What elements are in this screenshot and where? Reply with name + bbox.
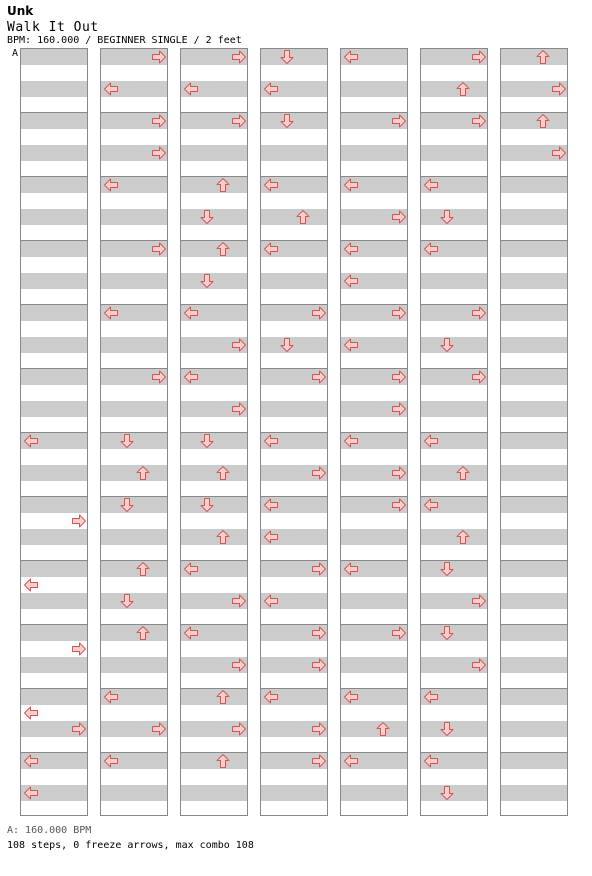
chart-column <box>260 48 328 816</box>
left-arrow-icon <box>23 705 39 721</box>
down-arrow-icon <box>199 433 215 449</box>
right-arrow-icon <box>391 465 407 481</box>
chart-info: BPM: 160.000 / BEGINNER SINGLE / 2 feet <box>7 35 242 46</box>
beat-stripe <box>21 401 87 417</box>
beat-stripe <box>21 113 87 129</box>
beat-stripe <box>21 593 87 609</box>
measure-line <box>21 304 87 305</box>
beat-stripe <box>21 497 87 513</box>
measure-line <box>501 240 567 241</box>
beat-stripe <box>101 401 167 417</box>
beat-stripe <box>21 177 87 193</box>
measure-line <box>501 688 567 689</box>
beat-stripe <box>501 369 567 385</box>
right-arrow-icon <box>551 81 567 97</box>
beat-stripe <box>181 145 247 161</box>
left-arrow-icon <box>103 177 119 193</box>
up-arrow-icon <box>135 625 151 641</box>
beat-stripe <box>501 177 567 193</box>
down-arrow-icon <box>279 337 295 353</box>
beat-stripe <box>181 241 247 257</box>
beat-stripe <box>21 305 87 321</box>
up-arrow-icon <box>455 465 471 481</box>
up-arrow-icon <box>295 209 311 225</box>
right-arrow-icon <box>71 721 87 737</box>
beat-stripe <box>261 273 327 289</box>
measure-line <box>501 752 567 753</box>
beat-stripe <box>21 337 87 353</box>
left-arrow-icon <box>183 561 199 577</box>
beat-stripe <box>501 209 567 225</box>
left-arrow-icon <box>423 433 439 449</box>
right-arrow-icon <box>311 465 327 481</box>
left-arrow-icon <box>263 497 279 513</box>
up-arrow-icon <box>215 465 231 481</box>
bpm-marker-label: A <box>12 48 19 59</box>
right-arrow-icon <box>311 721 327 737</box>
beat-stripe <box>21 81 87 97</box>
measure-line <box>21 560 87 561</box>
right-arrow-icon <box>311 305 327 321</box>
measure-line <box>21 496 87 497</box>
beat-stripe <box>261 785 327 801</box>
beat-stripe <box>101 273 167 289</box>
down-arrow-icon <box>119 593 135 609</box>
right-arrow-icon <box>391 401 407 417</box>
right-arrow-icon <box>471 305 487 321</box>
measure-line <box>181 176 247 177</box>
beat-stripe <box>261 209 327 225</box>
measure-line <box>21 176 87 177</box>
measure-line <box>21 368 87 369</box>
up-arrow-icon <box>215 241 231 257</box>
chart-column <box>20 48 88 816</box>
left-arrow-icon <box>343 753 359 769</box>
chart-column <box>100 48 168 816</box>
beat-stripe <box>261 401 327 417</box>
beat-stripe <box>21 529 87 545</box>
bpm-legend: A: 160.000 BPM <box>7 825 92 836</box>
beat-stripe <box>181 689 247 705</box>
measure-line <box>101 624 167 625</box>
up-arrow-icon <box>455 81 471 97</box>
up-arrow-icon <box>535 113 551 129</box>
right-arrow-icon <box>391 497 407 513</box>
beat-stripe <box>501 273 567 289</box>
beat-stripe <box>181 785 247 801</box>
beat-stripe <box>101 209 167 225</box>
up-arrow-icon <box>135 465 151 481</box>
right-arrow-icon <box>391 305 407 321</box>
beat-stripe <box>501 401 567 417</box>
up-arrow-icon <box>375 721 391 737</box>
beat-stripe <box>421 81 487 97</box>
left-arrow-icon <box>423 177 439 193</box>
up-arrow-icon <box>455 529 471 545</box>
left-arrow-icon <box>23 577 39 593</box>
down-arrow-icon <box>439 209 455 225</box>
up-arrow-icon <box>215 529 231 545</box>
chart-column <box>180 48 248 816</box>
beat-stripe <box>421 145 487 161</box>
right-arrow-icon <box>471 593 487 609</box>
right-arrow-icon <box>231 593 247 609</box>
left-arrow-icon <box>263 593 279 609</box>
left-arrow-icon <box>103 689 119 705</box>
right-arrow-icon <box>311 369 327 385</box>
measure-line <box>501 112 567 113</box>
down-arrow-icon <box>199 273 215 289</box>
beat-stripe <box>501 657 567 673</box>
left-arrow-icon <box>183 305 199 321</box>
beat-stripe <box>101 657 167 673</box>
right-arrow-icon <box>151 49 167 65</box>
beat-stripe <box>21 145 87 161</box>
beat-stripe <box>501 625 567 641</box>
beat-stripe <box>341 785 407 801</box>
beat-stripe <box>101 529 167 545</box>
beat-stripe <box>501 689 567 705</box>
beat-stripe <box>501 241 567 257</box>
beat-stripe <box>501 49 567 65</box>
left-arrow-icon <box>263 433 279 449</box>
artist-name: Unk <box>7 4 34 18</box>
left-arrow-icon <box>343 689 359 705</box>
beat-stripe <box>101 561 167 577</box>
measure-line <box>21 112 87 113</box>
left-arrow-icon <box>343 177 359 193</box>
up-arrow-icon <box>215 689 231 705</box>
beat-stripe <box>181 529 247 545</box>
left-arrow-icon <box>23 433 39 449</box>
left-arrow-icon <box>343 273 359 289</box>
beat-stripe <box>501 593 567 609</box>
measure-line <box>101 560 167 561</box>
right-arrow-icon <box>151 113 167 129</box>
beat-stripe <box>261 145 327 161</box>
measure-line <box>181 752 247 753</box>
beat-stripe <box>181 753 247 769</box>
beat-stripe <box>501 433 567 449</box>
down-arrow-icon <box>439 721 455 737</box>
up-arrow-icon <box>535 49 551 65</box>
beat-stripe <box>101 785 167 801</box>
chart-column <box>500 48 568 816</box>
beat-stripe <box>501 465 567 481</box>
left-arrow-icon <box>183 369 199 385</box>
song-title: Walk It Out <box>7 20 99 35</box>
beat-stripe <box>501 305 567 321</box>
right-arrow-icon <box>71 641 87 657</box>
beat-stripe <box>101 465 167 481</box>
down-arrow-icon <box>279 113 295 129</box>
right-arrow-icon <box>391 625 407 641</box>
beat-stripe <box>101 337 167 353</box>
beat-stripe <box>341 81 407 97</box>
left-arrow-icon <box>263 177 279 193</box>
beat-stripe <box>501 561 567 577</box>
up-arrow-icon <box>215 177 231 193</box>
left-arrow-icon <box>343 561 359 577</box>
beat-stripe <box>501 497 567 513</box>
measure-line <box>181 688 247 689</box>
down-arrow-icon <box>199 497 215 513</box>
measure-line <box>21 688 87 689</box>
left-arrow-icon <box>183 625 199 641</box>
left-arrow-icon <box>103 81 119 97</box>
chart-stats: 108 steps, 0 freeze arrows, max combo 108 <box>7 840 254 851</box>
right-arrow-icon <box>151 145 167 161</box>
right-arrow-icon <box>71 513 87 529</box>
beat-stripe <box>421 401 487 417</box>
left-arrow-icon <box>23 785 39 801</box>
left-arrow-icon <box>423 497 439 513</box>
right-arrow-icon <box>231 657 247 673</box>
right-arrow-icon <box>231 49 247 65</box>
right-arrow-icon <box>311 625 327 641</box>
beat-stripe <box>501 337 567 353</box>
right-arrow-icon <box>231 113 247 129</box>
right-arrow-icon <box>471 49 487 65</box>
left-arrow-icon <box>343 337 359 353</box>
measure-line <box>501 176 567 177</box>
right-arrow-icon <box>231 337 247 353</box>
beat-stripe <box>21 465 87 481</box>
right-arrow-icon <box>391 369 407 385</box>
measure-line <box>21 624 87 625</box>
beat-stripe <box>21 209 87 225</box>
right-arrow-icon <box>471 369 487 385</box>
beat-stripe <box>341 529 407 545</box>
measure-line <box>501 496 567 497</box>
beat-stripe <box>21 49 87 65</box>
down-arrow-icon <box>439 625 455 641</box>
beat-stripe <box>21 625 87 641</box>
beat-stripe <box>341 593 407 609</box>
beat-stripe <box>101 625 167 641</box>
beat-stripe <box>421 273 487 289</box>
left-arrow-icon <box>263 81 279 97</box>
beat-stripe <box>501 721 567 737</box>
beat-stripe <box>21 369 87 385</box>
beat-stripe <box>21 657 87 673</box>
beat-stripe <box>501 113 567 129</box>
left-arrow-icon <box>103 753 119 769</box>
down-arrow-icon <box>439 561 455 577</box>
left-arrow-icon <box>103 305 119 321</box>
up-arrow-icon <box>215 753 231 769</box>
left-arrow-icon <box>423 753 439 769</box>
left-arrow-icon <box>343 241 359 257</box>
left-arrow-icon <box>423 241 439 257</box>
right-arrow-icon <box>391 209 407 225</box>
beat-stripe <box>341 657 407 673</box>
measure-line <box>181 240 247 241</box>
right-arrow-icon <box>151 721 167 737</box>
chart-column <box>420 48 488 816</box>
down-arrow-icon <box>119 433 135 449</box>
chart-column <box>340 48 408 816</box>
measure-line <box>501 560 567 561</box>
right-arrow-icon <box>471 113 487 129</box>
right-arrow-icon <box>231 721 247 737</box>
beat-stripe <box>21 241 87 257</box>
beat-stripe <box>21 273 87 289</box>
beat-stripe <box>341 721 407 737</box>
down-arrow-icon <box>119 497 135 513</box>
beat-stripe <box>421 465 487 481</box>
right-arrow-icon <box>551 145 567 161</box>
down-arrow-icon <box>199 209 215 225</box>
right-arrow-icon <box>231 401 247 417</box>
right-arrow-icon <box>471 657 487 673</box>
right-arrow-icon <box>311 657 327 673</box>
right-arrow-icon <box>391 113 407 129</box>
down-arrow-icon <box>279 49 295 65</box>
beat-stripe <box>501 753 567 769</box>
right-arrow-icon <box>311 561 327 577</box>
left-arrow-icon <box>343 433 359 449</box>
beat-stripe <box>21 689 87 705</box>
measure-line <box>501 624 567 625</box>
beat-stripe <box>181 465 247 481</box>
measure-line <box>501 432 567 433</box>
beat-stripe <box>501 529 567 545</box>
beat-stripe <box>181 177 247 193</box>
beat-stripe <box>421 529 487 545</box>
right-arrow-icon <box>311 753 327 769</box>
left-arrow-icon <box>183 81 199 97</box>
measure-line <box>21 240 87 241</box>
measure-line <box>501 304 567 305</box>
up-arrow-icon <box>135 561 151 577</box>
left-arrow-icon <box>23 753 39 769</box>
down-arrow-icon <box>439 337 455 353</box>
measure-line <box>501 368 567 369</box>
beat-stripe <box>21 561 87 577</box>
left-arrow-icon <box>263 529 279 545</box>
left-arrow-icon <box>263 689 279 705</box>
right-arrow-icon <box>151 241 167 257</box>
left-arrow-icon <box>343 49 359 65</box>
right-arrow-icon <box>151 369 167 385</box>
beat-stripe <box>341 145 407 161</box>
down-arrow-icon <box>439 785 455 801</box>
beat-stripe <box>501 785 567 801</box>
left-arrow-icon <box>263 241 279 257</box>
left-arrow-icon <box>423 689 439 705</box>
